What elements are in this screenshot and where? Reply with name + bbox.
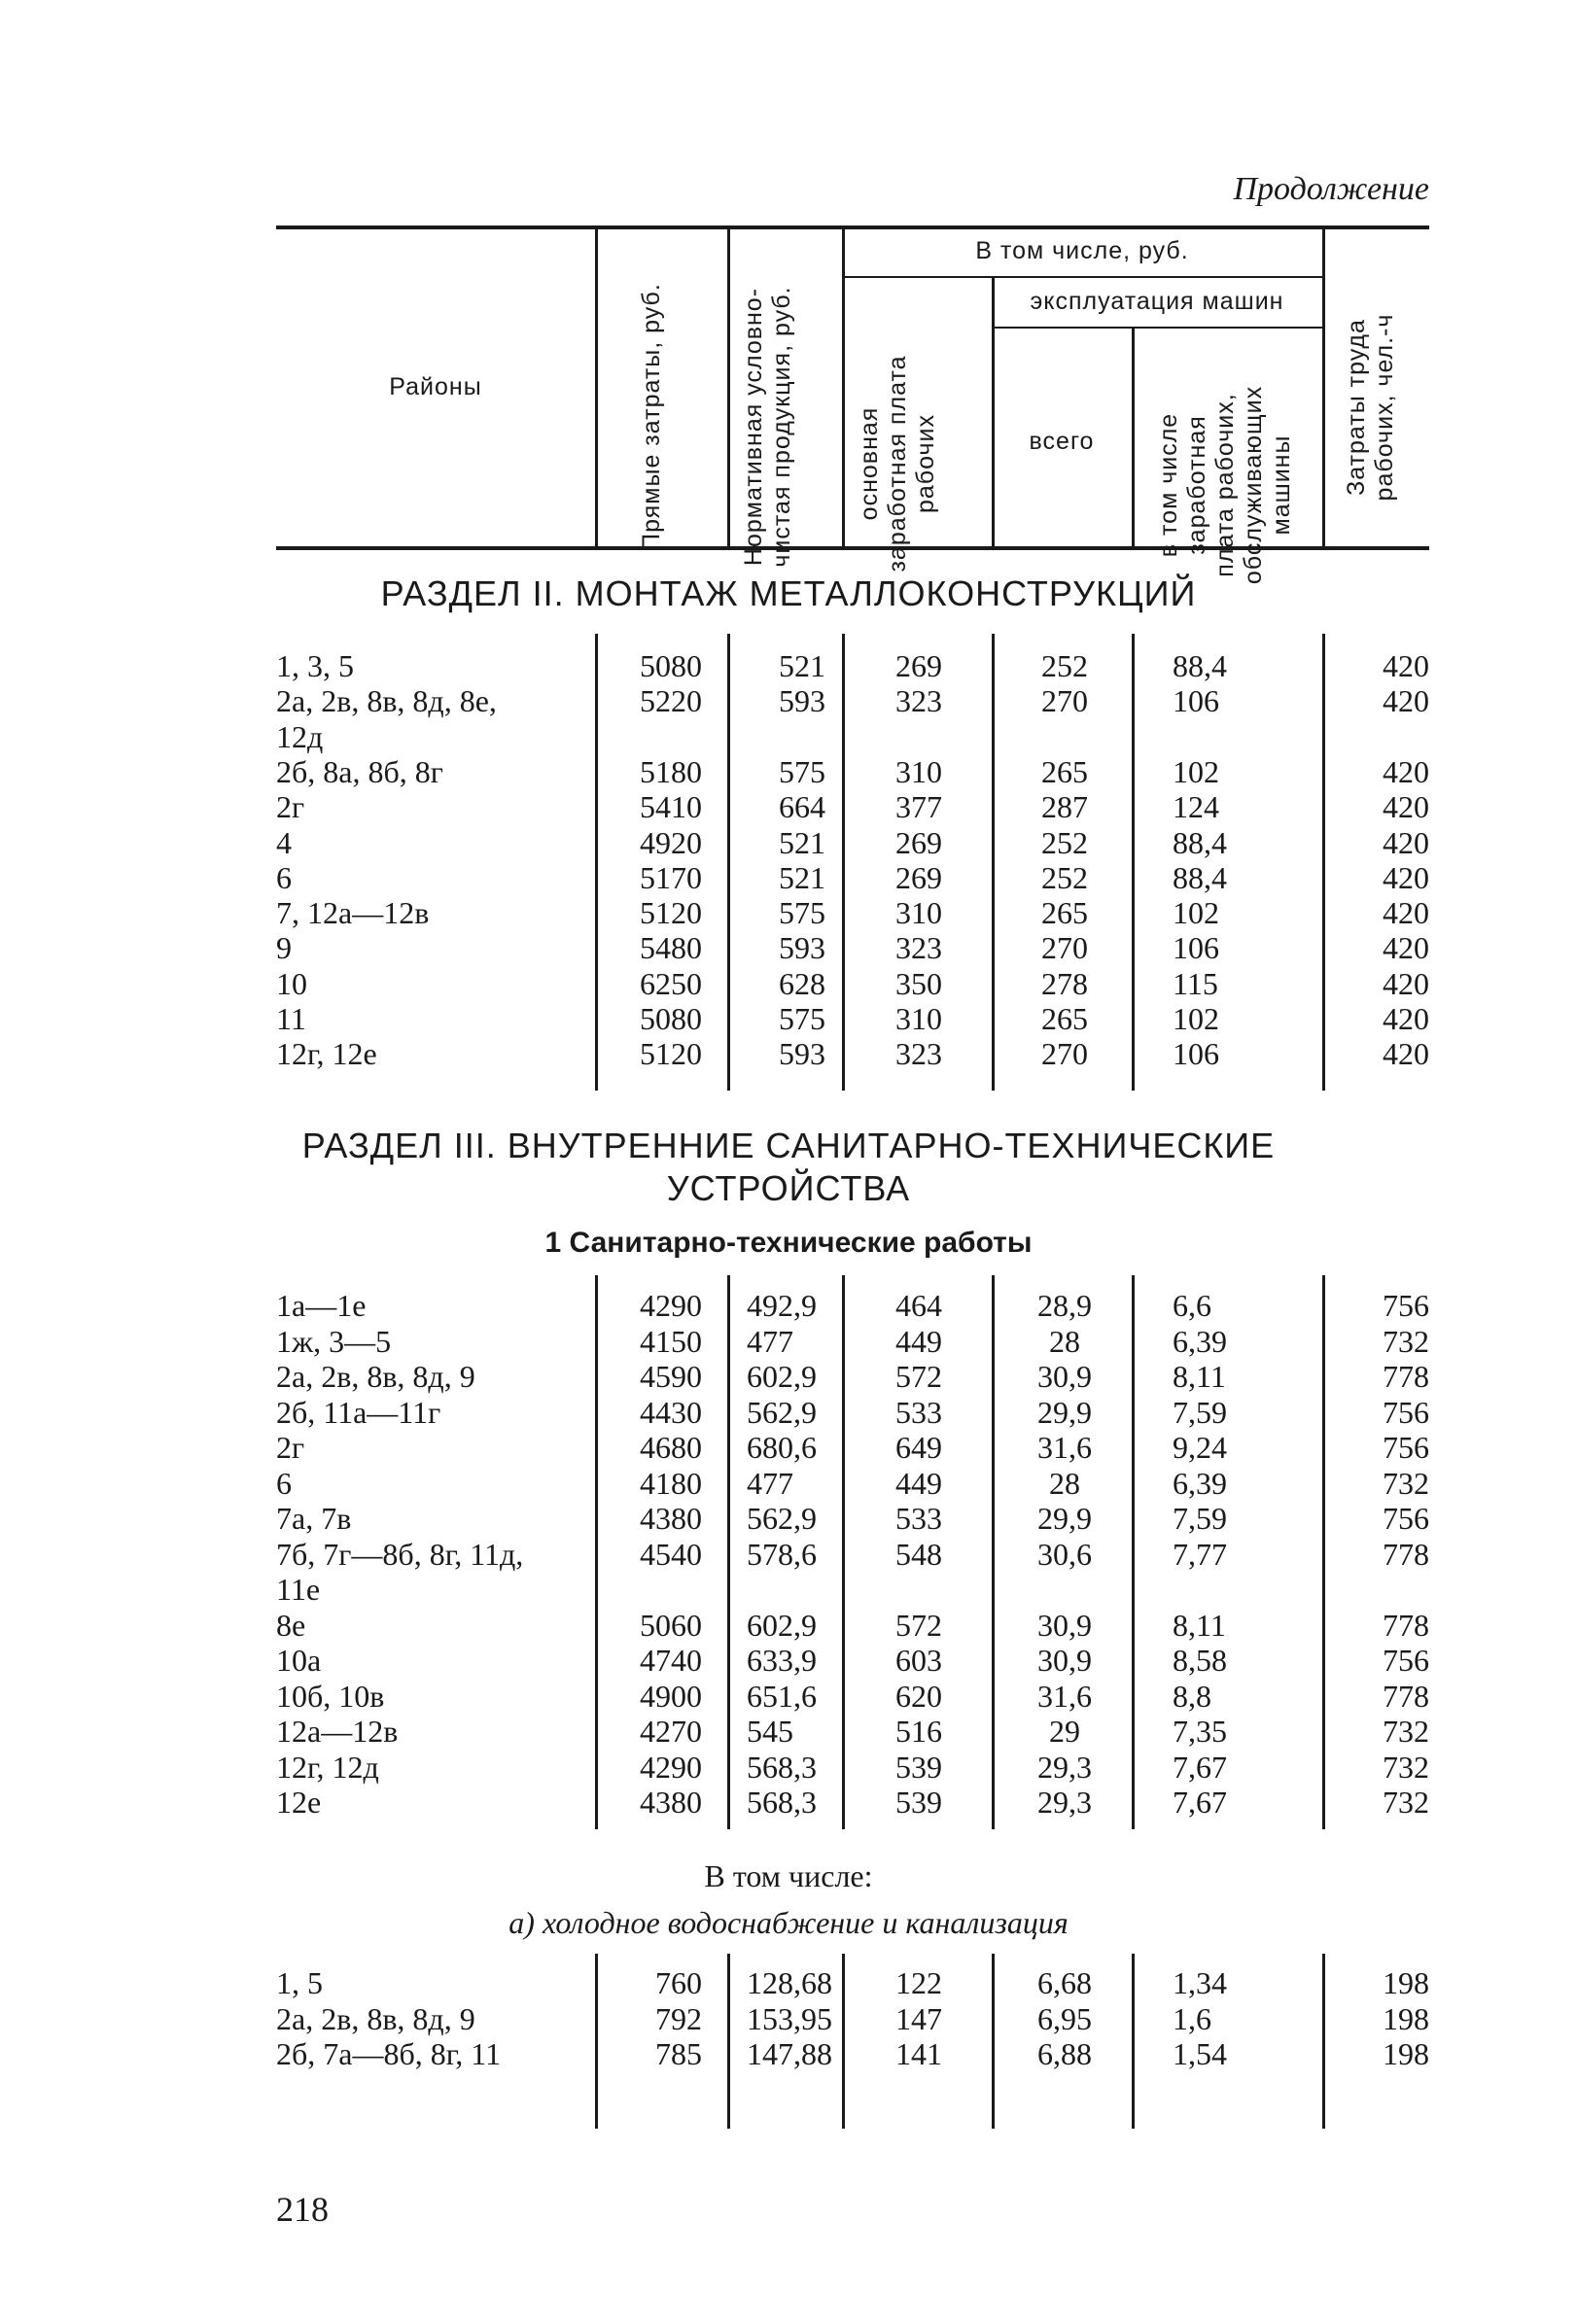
direct-cost-cell: 5060 bbox=[640, 1607, 702, 1643]
base-wage-cell: 449 bbox=[895, 1323, 942, 1359]
normative-net-cell: 575 bbox=[779, 1001, 825, 1036]
machines-total-cell: 265 bbox=[1041, 1001, 1088, 1036]
machines-total-cell: 6,68 bbox=[1037, 1965, 1092, 2000]
machines-wage-cell: 7,59 bbox=[1173, 1394, 1227, 1430]
region-cell: 11 bbox=[276, 1001, 306, 1036]
normative-net-cell: 593 bbox=[779, 1036, 825, 1072]
machines-total-cell: 252 bbox=[1041, 859, 1088, 895]
normative-net-cell: 680,6 bbox=[747, 1430, 817, 1465]
machines-total-cell: 29,9 bbox=[1037, 1394, 1092, 1430]
machines-total-cell: 29 bbox=[1049, 1714, 1080, 1749]
labor-cell: 420 bbox=[1383, 648, 1429, 683]
machines-total-cell: 31,6 bbox=[1037, 1430, 1092, 1465]
normative-net-cell: 578,6 bbox=[747, 1536, 817, 1572]
machines-wage-cell: 6,39 bbox=[1173, 1323, 1227, 1359]
labor-cell: 198 bbox=[1383, 2000, 1429, 2036]
labor-cell: 420 bbox=[1383, 789, 1429, 825]
base-wage-cell: 310 bbox=[895, 895, 942, 931]
direct-cost-cell: 785 bbox=[655, 2036, 702, 2071]
normative-net-cell: 593 bbox=[779, 930, 825, 966]
machines-total-cell: 30,9 bbox=[1037, 1607, 1092, 1643]
header-labor: Затраты труда рабочих, чел.-ч bbox=[1343, 313, 1398, 502]
normative-net-cell: 593 bbox=[779, 683, 825, 719]
normative-net-cell: 575 bbox=[779, 753, 825, 789]
header-machines-all: всего bbox=[1029, 428, 1095, 455]
region-cell: 6 bbox=[276, 859, 292, 895]
machines-wage-cell: 7,67 bbox=[1173, 1749, 1227, 1785]
section-3-title-line-1: РАЗДЕЛ III. ВНУТРЕННИЕ САНИТАРНО-ТЕХНИЧЕСКИЕ bbox=[301, 1126, 1276, 1165]
machines-rule bbox=[992, 327, 1322, 329]
normative-net-cell: 633,9 bbox=[747, 1643, 817, 1678]
base-wage-cell: 377 bbox=[895, 789, 942, 825]
table-row bbox=[0, 1036, 1577, 1071]
direct-cost-cell: 4680 bbox=[640, 1430, 702, 1465]
region-cell: 1, 5 bbox=[276, 1965, 323, 2000]
machines-wage-cell: 7,59 bbox=[1173, 1501, 1227, 1536]
machines-total-cell: 270 bbox=[1041, 930, 1088, 966]
labor-cell: 198 bbox=[1383, 1965, 1429, 2000]
header-machines-wage: в том числе заработная плата рабочих, обслуживающих машины bbox=[1154, 385, 1295, 585]
region-cell: 11е bbox=[276, 1572, 321, 1607]
header-regions: Районы bbox=[389, 373, 482, 400]
header-divider-6 bbox=[1322, 229, 1325, 546]
labor-cell: 778 bbox=[1383, 1536, 1429, 1572]
machines-wage-cell: 106 bbox=[1173, 1036, 1219, 1072]
direct-cost-cell: 4290 bbox=[640, 1749, 702, 1785]
machines-total-cell: 270 bbox=[1041, 683, 1088, 719]
table-row bbox=[0, 1572, 1577, 1607]
machines-wage-cell: 88,4 bbox=[1173, 859, 1227, 895]
labor-cell: 732 bbox=[1383, 1323, 1429, 1359]
table-top-rule bbox=[276, 225, 1429, 229]
normative-net-cell: 568,3 bbox=[747, 1785, 817, 1820]
normative-net-cell: 664 bbox=[779, 789, 825, 825]
group-rule bbox=[842, 276, 1322, 278]
region-cell: 7б, 7г—8б, 8г, 11д, bbox=[276, 1536, 524, 1572]
base-wage-cell: 572 bbox=[895, 1607, 942, 1643]
region-cell: 1ж, 3—5 bbox=[276, 1323, 392, 1359]
normative-net-cell: 602,9 bbox=[747, 1607, 817, 1643]
base-wage-cell: 147 bbox=[895, 2000, 942, 2036]
table-row bbox=[0, 648, 1577, 683]
machines-wage-cell: 8,11 bbox=[1173, 1359, 1226, 1394]
base-wage-cell: 533 bbox=[895, 1394, 942, 1430]
machines-wage-cell: 6,39 bbox=[1173, 1465, 1227, 1501]
normative-net-cell: 575 bbox=[779, 895, 825, 931]
labor-cell: 420 bbox=[1383, 859, 1429, 895]
labor-cell: 778 bbox=[1383, 1359, 1429, 1394]
base-wage-cell: 323 bbox=[895, 683, 942, 719]
direct-cost-cell: 4590 bbox=[640, 1359, 702, 1394]
header-divider-4 bbox=[992, 278, 995, 546]
region-cell: 10а bbox=[276, 1643, 322, 1678]
base-wage-cell: 269 bbox=[895, 859, 942, 895]
base-wage-cell: 539 bbox=[895, 1785, 942, 1820]
base-wage-cell: 548 bbox=[895, 1536, 942, 1572]
labor-cell: 756 bbox=[1383, 1643, 1429, 1678]
labor-cell: 756 bbox=[1383, 1430, 1429, 1465]
table-row bbox=[0, 683, 1577, 718]
normative-net-cell: 568,3 bbox=[747, 1749, 817, 1785]
direct-cost-cell: 4290 bbox=[640, 1288, 702, 1323]
table-row bbox=[0, 1679, 1577, 1714]
header-divider-5 bbox=[1132, 329, 1135, 546]
header-direct-costs: Прямые затраты, руб. bbox=[637, 283, 665, 551]
normative-net-cell: 602,9 bbox=[747, 1359, 817, 1394]
section-3-title-line-2: УСТРОЙСТВА bbox=[666, 1168, 911, 1208]
normative-net-cell: 128,68 bbox=[747, 1965, 832, 2000]
direct-cost-cell: 4540 bbox=[640, 1536, 702, 1572]
base-wage-cell: 649 bbox=[895, 1430, 942, 1465]
region-cell: 10 bbox=[276, 965, 307, 1001]
machines-total-cell: 28,9 bbox=[1037, 1288, 1092, 1323]
machines-wage-cell: 88,4 bbox=[1173, 824, 1227, 860]
labor-cell: 778 bbox=[1383, 1678, 1429, 1714]
labor-cell: 198 bbox=[1383, 2036, 1429, 2071]
machines-total-cell: 287 bbox=[1041, 789, 1088, 825]
table-row bbox=[0, 1965, 1577, 2000]
region-cell: 7а, 7в bbox=[276, 1501, 352, 1536]
table-row bbox=[0, 1288, 1577, 1323]
direct-cost-cell: 4380 bbox=[640, 1501, 702, 1536]
machines-total-cell: 30,9 bbox=[1037, 1643, 1092, 1678]
region-cell: 2б, 11а—11г bbox=[276, 1394, 441, 1430]
table-row bbox=[0, 1466, 1577, 1501]
machines-wage-cell: 8,11 bbox=[1173, 1607, 1226, 1643]
region-cell: 2а, 2в, 8в, 8д, 8е, bbox=[276, 683, 497, 719]
region-cell: 1, 3, 5 bbox=[276, 648, 354, 683]
direct-cost-cell: 5180 bbox=[640, 753, 702, 789]
normative-net-cell: 628 bbox=[779, 965, 825, 1001]
header-group-total: В том числе, руб. bbox=[975, 237, 1189, 264]
labor-cell: 732 bbox=[1383, 1785, 1429, 1820]
direct-cost-cell: 4900 bbox=[640, 1678, 702, 1714]
base-wage-cell: 269 bbox=[895, 648, 942, 683]
direct-cost-cell: 760 bbox=[655, 1965, 702, 2000]
machines-total-cell: 252 bbox=[1041, 648, 1088, 683]
base-wage-cell: 539 bbox=[895, 1749, 942, 1785]
normative-net-cell: 492,9 bbox=[747, 1288, 817, 1323]
region-cell: 9 bbox=[276, 930, 292, 966]
labor-cell: 420 bbox=[1383, 1001, 1429, 1036]
normative-net-cell: 147,88 bbox=[747, 2036, 832, 2071]
region-cell: 12е bbox=[276, 1785, 322, 1820]
machines-wage-cell: 102 bbox=[1173, 753, 1219, 789]
table-row bbox=[0, 895, 1577, 930]
normative-net-cell: 521 bbox=[779, 824, 825, 860]
table-row bbox=[0, 2001, 1577, 2036]
machines-wage-cell: 115 bbox=[1173, 965, 1218, 1001]
labor-cell: 420 bbox=[1383, 895, 1429, 931]
table-row bbox=[0, 1750, 1577, 1785]
machines-total-cell: 265 bbox=[1041, 753, 1088, 789]
direct-cost-cell: 4740 bbox=[640, 1643, 702, 1678]
base-wage-cell: 603 bbox=[895, 1643, 942, 1678]
table-row bbox=[0, 860, 1577, 895]
region-cell: 2г bbox=[276, 1430, 305, 1465]
normative-net-cell: 562,9 bbox=[747, 1394, 817, 1430]
region-cell: 1а—1е bbox=[276, 1288, 367, 1323]
labor-cell: 778 bbox=[1383, 1607, 1429, 1643]
header-base-wage: основная заработная плата рабочих bbox=[855, 355, 939, 572]
region-cell: 8е bbox=[276, 1607, 306, 1643]
table-row bbox=[0, 1608, 1577, 1643]
base-wage-cell: 516 bbox=[895, 1714, 942, 1749]
region-cell: 12а—12в bbox=[276, 1714, 399, 1749]
header-machines-group: эксплуатация машин bbox=[1030, 288, 1284, 315]
direct-cost-cell: 4920 bbox=[640, 824, 702, 860]
region-cell: 10б, 10в bbox=[276, 1678, 385, 1714]
normative-net-cell: 651,6 bbox=[747, 1678, 817, 1714]
labor-cell: 756 bbox=[1383, 1501, 1429, 1536]
table-row bbox=[0, 754, 1577, 789]
base-wage-cell: 533 bbox=[895, 1501, 942, 1536]
region-cell: 7, 12а—12в bbox=[276, 895, 430, 931]
machines-wage-cell: 102 bbox=[1173, 1001, 1219, 1036]
machines-total-cell: 252 bbox=[1041, 824, 1088, 860]
region-cell: 12г, 12е bbox=[276, 1036, 377, 1072]
table-row bbox=[0, 1395, 1577, 1430]
direct-cost-cell: 5480 bbox=[640, 930, 702, 966]
table-row bbox=[0, 1001, 1577, 1036]
table-row bbox=[0, 1324, 1577, 1359]
including-label: В том числе: bbox=[704, 1858, 873, 1893]
machines-wage-cell: 106 bbox=[1173, 683, 1219, 719]
base-wage-cell: 449 bbox=[895, 1465, 942, 1501]
machines-wage-cell: 88,4 bbox=[1173, 648, 1227, 683]
machines-total-cell: 30,9 bbox=[1037, 1359, 1092, 1394]
region-cell: 2а, 2в, 8в, 8д, 9 bbox=[276, 2000, 475, 2036]
labor-cell: 420 bbox=[1383, 753, 1429, 789]
labor-cell: 420 bbox=[1383, 683, 1429, 719]
base-wage-cell: 310 bbox=[895, 753, 942, 789]
table-row bbox=[0, 966, 1577, 1001]
region-cell: 2г bbox=[276, 789, 305, 825]
table-row bbox=[0, 930, 1577, 965]
region-cell: 2б, 8а, 8б, 8г bbox=[276, 753, 443, 789]
machines-total-cell: 29,9 bbox=[1037, 1501, 1092, 1536]
base-wage-cell: 323 bbox=[895, 1036, 942, 1072]
table-row bbox=[0, 1359, 1577, 1394]
direct-cost-cell: 5080 bbox=[640, 648, 702, 683]
subsection-a-title: а) холодное водоснабжение и канализация bbox=[508, 1905, 1069, 1940]
machines-total-cell: 6,95 bbox=[1037, 2000, 1092, 2036]
continuation-label: Продолжение bbox=[1233, 171, 1429, 207]
table-row bbox=[0, 1430, 1577, 1465]
table-row bbox=[0, 1785, 1577, 1820]
normative-net-cell: 153,95 bbox=[747, 2000, 832, 2036]
section-2-title: РАЗДЕЛ II. МОНТАЖ МЕТАЛЛОКОНСТРУКЦИЙ bbox=[380, 573, 1197, 613]
region-cell: 12д bbox=[276, 718, 324, 754]
machines-wage-cell: 102 bbox=[1173, 895, 1219, 931]
table-row bbox=[0, 719, 1577, 754]
table-row bbox=[0, 1537, 1577, 1572]
direct-cost-cell: 5170 bbox=[640, 859, 702, 895]
machines-wage-cell: 124 bbox=[1173, 789, 1219, 825]
direct-cost-cell: 4150 bbox=[640, 1323, 702, 1359]
machines-total-cell: 31,6 bbox=[1037, 1678, 1092, 1714]
table-row bbox=[0, 2036, 1577, 2071]
region-cell: 12г, 12д bbox=[276, 1749, 379, 1785]
table-row bbox=[0, 1501, 1577, 1536]
machines-total-cell: 6,88 bbox=[1037, 2036, 1092, 2071]
machines-total-cell: 28 bbox=[1049, 1465, 1080, 1501]
base-wage-cell: 310 bbox=[895, 1001, 942, 1036]
direct-cost-cell: 5080 bbox=[640, 1001, 702, 1036]
machines-wage-cell: 7,67 bbox=[1173, 1785, 1227, 1820]
direct-cost-cell: 6250 bbox=[640, 965, 702, 1001]
labor-cell: 756 bbox=[1383, 1394, 1429, 1430]
normative-net-cell: 545 bbox=[747, 1714, 793, 1749]
machines-wage-cell: 1,54 bbox=[1173, 2036, 1227, 2071]
machines-wage-cell: 8,58 bbox=[1173, 1643, 1227, 1678]
direct-cost-cell: 4430 bbox=[640, 1394, 702, 1430]
table-row bbox=[0, 1643, 1577, 1678]
machines-wage-cell: 1,34 bbox=[1173, 1965, 1227, 2000]
region-cell: 6 bbox=[276, 1465, 292, 1501]
labor-cell: 420 bbox=[1383, 965, 1429, 1001]
direct-cost-cell: 5120 bbox=[640, 1036, 702, 1072]
machines-wage-cell: 106 bbox=[1173, 930, 1219, 966]
direct-cost-cell: 5410 bbox=[640, 789, 702, 825]
normative-net-cell: 521 bbox=[779, 859, 825, 895]
base-wage-cell: 323 bbox=[895, 930, 942, 966]
base-wage-cell: 122 bbox=[895, 1965, 942, 2000]
page-number: 218 bbox=[276, 2190, 329, 2229]
labor-cell: 732 bbox=[1383, 1749, 1429, 1785]
machines-total-cell: 30,6 bbox=[1037, 1536, 1092, 1572]
base-wage-cell: 269 bbox=[895, 824, 942, 860]
labor-cell: 420 bbox=[1383, 1036, 1429, 1072]
machines-wage-cell: 9,24 bbox=[1173, 1430, 1227, 1465]
labor-cell: 420 bbox=[1383, 824, 1429, 860]
machines-total-cell: 29,3 bbox=[1037, 1749, 1092, 1785]
labor-cell: 420 bbox=[1383, 930, 1429, 966]
base-wage-cell: 141 bbox=[895, 2036, 942, 2071]
direct-cost-cell: 5120 bbox=[640, 895, 702, 931]
base-wage-cell: 350 bbox=[895, 965, 942, 1001]
table-row bbox=[0, 789, 1577, 824]
direct-cost-cell: 4180 bbox=[640, 1465, 702, 1501]
machines-total-cell: 265 bbox=[1041, 895, 1088, 931]
table-row bbox=[0, 825, 1577, 860]
base-wage-cell: 464 bbox=[895, 1288, 942, 1323]
section-3-subtitle: 1 Санитарно-технические работы bbox=[544, 1227, 1033, 1259]
machines-wage-cell: 6,6 bbox=[1173, 1288, 1211, 1323]
region-cell: 2а, 2в, 8в, 8д, 9 bbox=[276, 1359, 475, 1394]
direct-cost-cell: 4380 bbox=[640, 1785, 702, 1820]
machines-total-cell: 29,3 bbox=[1037, 1785, 1092, 1820]
base-wage-cell: 572 bbox=[895, 1359, 942, 1394]
machines-wage-cell: 8,8 bbox=[1173, 1678, 1211, 1714]
labor-cell: 756 bbox=[1383, 1288, 1429, 1323]
normative-net-cell: 477 bbox=[747, 1323, 793, 1359]
normative-net-cell: 521 bbox=[779, 648, 825, 683]
labor-cell: 732 bbox=[1383, 1714, 1429, 1749]
region-cell: 2б, 7а—8б, 8г, 11 bbox=[276, 2036, 502, 2071]
header-divider-1 bbox=[595, 229, 598, 546]
header-normative-net: Нормативная условно-чистая продукция, руб. bbox=[740, 286, 795, 568]
machines-total-cell: 28 bbox=[1049, 1323, 1080, 1359]
normative-net-cell: 562,9 bbox=[747, 1501, 817, 1536]
machines-total-cell: 270 bbox=[1041, 1036, 1088, 1072]
labor-cell: 732 bbox=[1383, 1465, 1429, 1501]
direct-cost-cell: 5220 bbox=[640, 683, 702, 719]
direct-cost-cell: 792 bbox=[655, 2000, 702, 2036]
machines-total-cell: 278 bbox=[1041, 965, 1088, 1001]
region-cell: 4 bbox=[276, 824, 292, 860]
machines-wage-cell: 7,77 bbox=[1173, 1536, 1227, 1572]
base-wage-cell: 620 bbox=[895, 1678, 942, 1714]
normative-net-cell: 477 bbox=[747, 1465, 793, 1501]
table-row bbox=[0, 1714, 1577, 1749]
machines-wage-cell: 1,6 bbox=[1173, 2000, 1211, 2036]
machines-wage-cell: 7,35 bbox=[1173, 1714, 1227, 1749]
direct-cost-cell: 4270 bbox=[640, 1714, 702, 1749]
